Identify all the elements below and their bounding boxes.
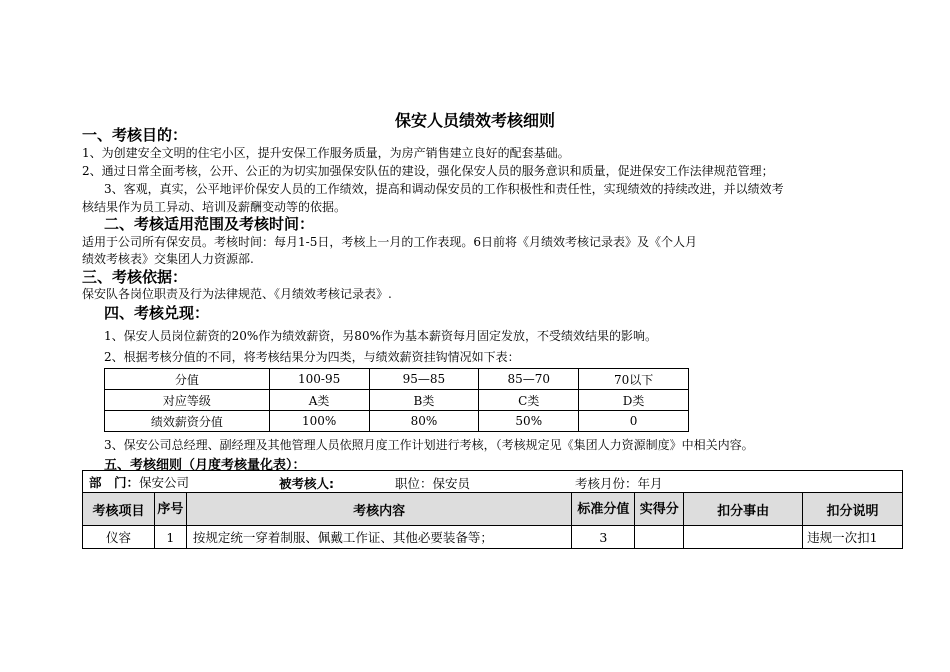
- section4-para3: 3、保安公司总经理、副经理及其他管理人员依照月度工作计划进行考核，（考核规定见《集团人力资源制度》中相关内容。: [104, 438, 754, 452]
- col-header-actual: 实得分: [635, 493, 684, 526]
- grade-cell: 100-95: [269, 369, 369, 390]
- grade-cell: 85—70: [479, 369, 579, 390]
- section4-heading: 四、考核兑现：: [104, 304, 210, 322]
- section2-para2: 绩效考核表》交集团人力资源部.: [82, 252, 254, 266]
- dept-value: 保安公司: [139, 474, 190, 490]
- section4-para2: 2、根据考核分值的不同，将考核结果分为四类，与绩效薪资挂钩情况如下表：: [104, 350, 520, 364]
- row-item: 仪容: [83, 526, 155, 549]
- col-header-content: 考核内容: [186, 493, 571, 526]
- grade-cell: 80%: [369, 411, 479, 432]
- col-header-std: 标准分值: [572, 493, 635, 526]
- grade-cell: D类: [579, 390, 689, 411]
- grade-cell: 70以下: [579, 369, 689, 390]
- grade-cell: 95—85: [369, 369, 479, 390]
- section5-heading: 五、考核细则（月度考核量化表）：: [104, 458, 306, 473]
- table-row: [83, 526, 903, 549]
- grade-cell: C类: [479, 390, 579, 411]
- row-std: 3: [572, 526, 635, 549]
- grade-cell: 对应等级: [105, 390, 270, 411]
- row-actual: [635, 526, 684, 549]
- examinee-label: 被考核人:: [279, 476, 334, 491]
- assessment-header-row: [83, 493, 903, 526]
- assessment-info-row: [83, 471, 903, 493]
- grade-cell: 分值: [105, 369, 270, 390]
- section4-para1: 1、保安人员岗位薪资的20%作为绩效薪资，另80%作为基本薪资每月固定发放，不受绩效结果的影响。: [104, 329, 657, 343]
- section2-heading: 二、考核适用范围及考核时间：: [104, 215, 315, 233]
- section1-para3b: 核结果作为员工异动、培训及薪酬变动等的依据。: [82, 200, 347, 214]
- col-header-note: 扣分说明: [803, 493, 903, 526]
- grade-cell: B类: [369, 390, 479, 411]
- month-text: 考核月份：年月: [575, 476, 663, 491]
- dept-label: 部 门：: [89, 474, 140, 490]
- page-title: 保安人员绩效考核细则: [394, 111, 555, 130]
- row-reason: [684, 526, 803, 549]
- row-seq: 1: [154, 526, 186, 549]
- grade-table-row: [105, 369, 689, 390]
- assessment-table: [82, 470, 903, 549]
- grade-cell: 0: [579, 411, 689, 432]
- section1-para3a: 3、客观，真实，公平地评价保安人员的工作绩效，提高和调动保安员的工作积极性和责任性，实现绩效的持续改进，并以绩效考: [104, 182, 784, 196]
- section1-para2: 2、通过日常全面考核，公开、公正的为切实加强保安队伍的建设，强化保安人员的服务意识和质量，促进保安工作法律规范管理；: [82, 164, 774, 178]
- col-header-reason: 扣分事由: [684, 493, 803, 526]
- grade-cell: A类: [269, 390, 369, 411]
- grade-table-row: [105, 390, 689, 411]
- section2-para1: 适用于公司所有保安员。考核时间：每月1-5日，考核上一月的工作表现。6日前将《月绩效考核记录表》及《个人月: [82, 235, 697, 249]
- grade-cell: 100%: [269, 411, 369, 432]
- section3-heading: 三、考核依据：: [82, 268, 188, 286]
- grade-table-row: [105, 411, 689, 432]
- grade-cell: 50%: [479, 411, 579, 432]
- section1-heading: 一、考核目的：: [82, 126, 188, 144]
- section3-para1: 保安队各岗位职责及行为法律规范、《月绩效考核记录表》.: [82, 287, 392, 301]
- row-content: 按规定统一穿着制服、佩戴工作证、其他必要装备等；: [186, 526, 571, 549]
- grade-table: [104, 368, 689, 432]
- grade-cell: 绩效薪资分值: [105, 411, 270, 432]
- section1-para1: 1、为创建安全文明的住宅小区，提升安保工作服务质量，为房产销售建立良好的配套基础。: [82, 146, 570, 160]
- row-note: 违规一次扣1: [803, 526, 903, 549]
- position-text: 职位：保安员: [395, 476, 471, 491]
- col-header-item: 考核项目: [83, 493, 155, 526]
- col-header-seq: 序号: [154, 493, 186, 526]
